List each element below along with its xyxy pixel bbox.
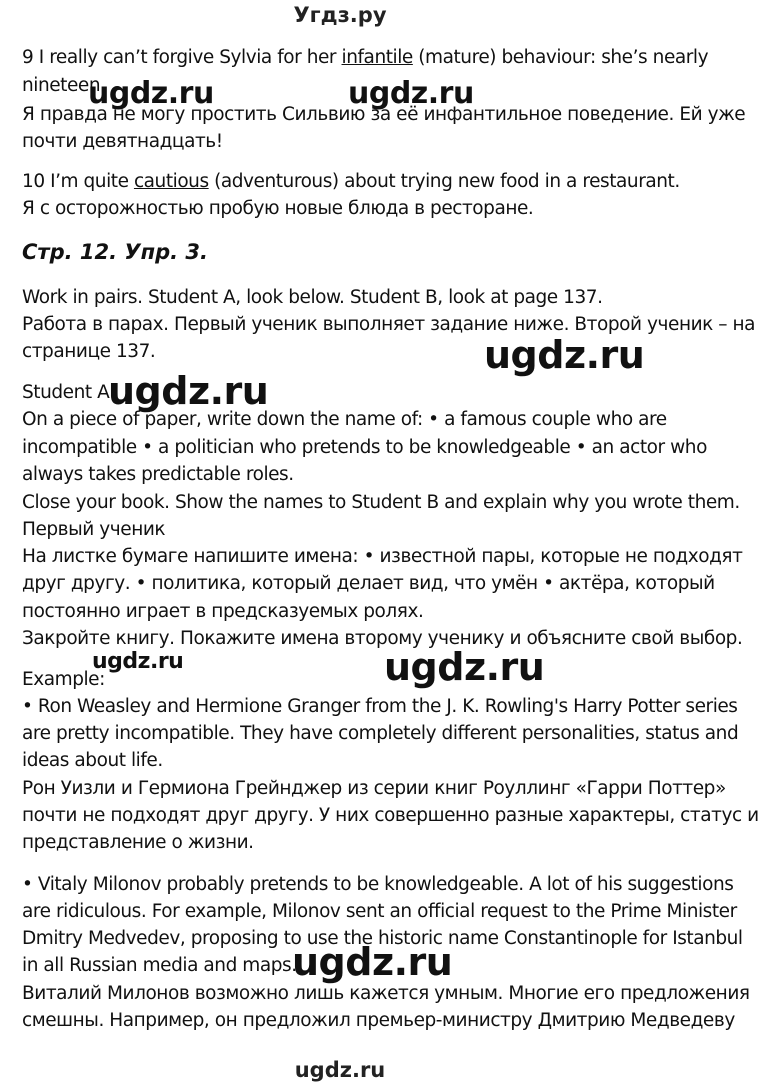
body-line: • Ron Weasley and Hermione Granger from the J. K. Rowling's Harry Potter series — [22, 696, 738, 717]
watermark: ugdz.ru — [384, 645, 545, 689]
item-10-translation: Я с осторожностью пробую новые блюда в ресторане. — [22, 198, 534, 219]
body-line: На листке бумаге напишите имена: • известной пары, которые не подходят — [22, 546, 743, 567]
body-line: in all Russian media and maps. — [22, 955, 297, 976]
body-line: представление о жизни. — [22, 832, 254, 853]
body-line: • Vitaly Milonov probably pretends to be knowledgeable. A lot of his suggestions — [22, 874, 734, 895]
item-10-line-1 — [22, 170, 680, 194]
watermark: ugdz.ru — [484, 333, 645, 377]
item-9-line-1 — [22, 46, 708, 70]
body-line: Работа в парах. Первый ученик выполняет задание ниже. Второй ученик – на — [22, 314, 756, 335]
body-line: Close your book. Show the names to Student B and explain why you wrote them. — [22, 492, 740, 513]
body-line: Рон Уизли и Гермиона Грейнджер из серии книг Роуллинг «Гарри Поттер» — [22, 778, 726, 799]
item-9-translation-1: Я правда не могу простить Сильвию за её инфантильное поведение. Ей уже — [22, 104, 746, 125]
body-line: Example: — [22, 669, 105, 690]
body-line: On a piece of paper, write down the name of: • a famous couple who are — [22, 409, 667, 430]
body-line: Первый ученик — [22, 519, 166, 540]
body-line: incompatible • a politician who pretends to be knowledgeable • an actor who — [22, 437, 707, 458]
body-line: странице 137. — [22, 341, 156, 362]
item-9-underlined-word: infantile — [341, 47, 413, 68]
body-line: Dmitry Medvedev, proposing to use the historic name Constantinople for Istanbul — [22, 928, 743, 949]
item-10-pre: 10 I’m quite — [22, 171, 134, 192]
item-10-post: (adventurous) about trying new food in a restaurant. — [208, 171, 680, 192]
item-9-pre: 9 I really can’t forgive Sylvia for her — [22, 47, 342, 68]
body-line: always takes predictable roles. — [22, 464, 294, 485]
watermark: ugdz.ru — [92, 649, 184, 674]
watermark: ugdz.ru — [348, 76, 474, 111]
body-line: Виталий Милонов возможно лишь кажется умным. Многие его предложения — [22, 983, 750, 1004]
section-title: Стр. 12. Упр. 3. — [22, 240, 209, 264]
item-10-underlined-word: cautious — [133, 171, 209, 192]
body-line: друг другу. • политика, который делает вид, что умён • актёра, который — [22, 573, 715, 594]
watermark: ugdz.ru — [108, 369, 269, 413]
body-line: постоянно играет в предсказуемых ролях. — [22, 601, 424, 622]
site-footer: ugdz.ru — [294, 1058, 386, 1082]
watermark: ugdz.ru — [292, 940, 453, 984]
site-header: Угдз.ру — [293, 3, 387, 27]
body-line: are pretty incompatible. They have completely different personalities, status and — [22, 723, 739, 744]
watermark: ugdz.ru — [88, 76, 214, 111]
item-9-line-2: nineteen. — [22, 75, 106, 96]
item-9-post: (mature) behaviour: she’s nearly — [412, 47, 709, 68]
body-line: почти не подходят друг другу. У них совершенно разные характеры, статус и — [22, 805, 759, 826]
body-line: Закройте книгу. Покажите имена второму ученику и объясните свой выбор. — [22, 628, 743, 649]
body-line: ideas about life. — [22, 750, 163, 771]
body-line: are ridiculous. For example, Milonov sent an official request to the Prime Minister — [22, 901, 737, 922]
body-line: Student A — [22, 382, 110, 403]
item-9-translation-2: почти девятнадцать! — [22, 131, 223, 152]
body-line: смешны. Например, он предложил премьер-министру Дмитрию Медведеву — [22, 1010, 735, 1031]
body-line: Work in pairs. Student A, look below. Student B, look at page 137. — [22, 287, 603, 308]
